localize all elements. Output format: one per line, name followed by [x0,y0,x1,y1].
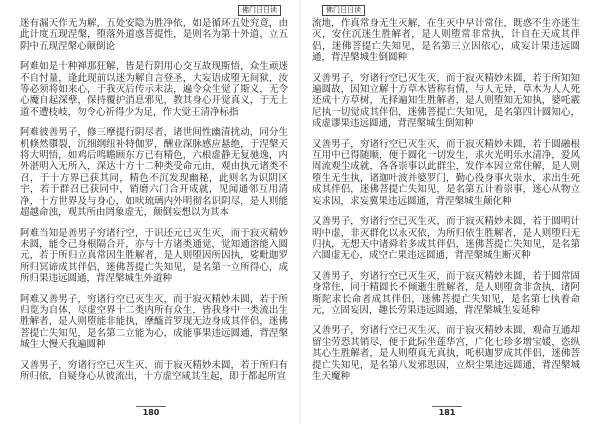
page-body [312,18,580,391]
paragraph: 阿难如是十种禅那狂解，皆是行阴用心交互故现斯悟，众生顽迷不自忖量，逢此现前以迷为解自言登圣，大妄语成堕无间狱，汝等必须将如来心，于我灭后传示末法，遍令众生觉了斯义，无令心魔自起深孽，保持覆护消息邪见，教其身心开觉真义，于无上道不遭枝岐，勿令心祈得少为足，作大觉王清净标指 [20,61,288,118]
running-header: 佛门日日读 [238,5,281,16]
paragraph: 迷有漏天作无为解，五处安隐为胜净依，如是循环五处究竟，由此计度五现涅槃，堕落外道惑菩提性，是则名为第十外道，立五阴中五现涅槃心颠倒论 [20,18,288,52]
paragraph: 阿难当知是善男子穷诸行空，于识还元已灭生灭，而于寂灭精妙未圆，能令己身根隔合开，亦与十方诸类通觉，觉知通溶能入圆元，若于所归立真常因生胜解者，是人则堕因所因执，娑毗迦罗所归冥谛成其伴侣，迷佛菩提亡失知见，是名第一立所得心，成所归果违远圆通，背涅槃城生外道种 [20,227,288,285]
page-number: 181 [432,406,462,417]
paragraph: 又善男子，穷诸行空已灭生灭，而于寂灭精妙未圆，若于所归有所归依，自疑身心从彼流出，十方虚空咸其生起，即于都起所宣 [20,359,288,382]
page-body [20,18,288,391]
page-right [300,0,600,424]
page-number: 180 [136,406,166,417]
paragraph: 又善男子，穷诸行空已灭生灭，而于寂灭精妙未圆，观命互通却留尘劳恐其销尽，便于此际坐莲华宫，广化七珍多增宝媛，恣纵其心生胜解者，是人则堕真无真执，吒枳迦罗成其伴侣，迷佛菩提亡失知见，是名第八发邪思因，立炽尘果违远圆通，背涅槃城生天魔种 [312,325,580,382]
paragraph: 又善男子，穷诸行空已灭生灭，而于寂灭精妙未圆，若于圆常固身常住，同于精圆长不倾逝生胜解者，是人则堕贪非贪执，诸阿斯陀求长命者成其伴侣，迷佛菩提亡失知见，是名第七执着命元，立固妄因，趣长劳果违远圆通，背涅槃城生妄延种 [312,270,580,316]
paragraph: 又善男子，穷诸行空已灭生灭，而于寂灭精妙未圆，若于圆融根互用中已得随顺，便于圆化一切发生，求火光明乐水清净，爱风周流观尘成就，各各崇事以此群尘，发作本因立常住解，是人则堕生无生执，诸迦叶波并婆罗门，勤心役身事火崇水，求出生死成其伴侣，迷佛菩提亡失知见，是名第五计着崇事，迷心从物立妄求因，求妄冀果违远圆通，背涅槃城生颠化种 [312,138,580,207]
paragraph: 阿难彼善男子，修三摩提行阴尽者，诸世间性幽清扰动，同分生机倏然隳裂，沉细纲纽补特伽罗，酬业深脉感应悬绝，于涅槃天将大明悟，如鸡后鸣瞻顾东方已有精色，六根虚静无复驰逸，内外湛明入无所入，深达十方十二种类受命元由，观由执元诸类不召，于十方界已获其同，精色不沉发现幽秘，此则名为识阴区宇，若于群召已获同中，销磨六门合开成就，见闻通邻互用清净，十方世界及与身心，如吠琉璃内外明彻名识阴尽，是人则能超越命浊，观其所由罔象虚无，颠倒妄想以为其本 [20,127,288,219]
paragraph: 阿难又善男子，穷诸行空已灭生灭，而于寂灭精妙未圆，若于所归览为自体，尽虚空界十二类内所有众生，皆我身中一类流出生胜解者，是人则堕能非能执，摩醯首罗现无边身成其伴侣，迷佛菩提亡失知见，是名第二立能为心，成能事果违远圆通，背涅槃城生大慢天我遍圆种 [20,293,288,351]
paragraph: 又善男子，穷诸行空已灭生灭，而于寂灭精妙未圆，若于圆明计明中虚，非灭群化以永灭依，为所归依生胜解者，是人则堕归无归执，无想天中诸舜若多成其伴侣，迷佛菩提亡失知见，是名第六圆虚无心，成空亡果违远圆通，背涅槃城生断灭种 [312,216,580,262]
paragraph: 又善男子，穷诸行空已灭生灭，而于寂灭精妙未圆，若于所知知遍圆故，因知立解十方草木皆称有情，与人无异，草木为人人死还成十方草树，无择遍知生胜解者，是人则堕知无知执，婆吒霰尼执一切觉成其伴侣，迷佛菩提亡失知见，是名第四计圆知心，成虚谬果违远圆通，背涅槃城生倒知种 [312,72,580,130]
running-header: 佛门日日读 [322,5,365,16]
paragraph: 流地，作真常身无生灭解，在生灭中早计常住，既惑不生亦迷生灭，安住沉迷生胜解者，是人则堕常非常执，计自在天成其伴侣，迷佛菩提亡失知见，是名第三立因依心，成妄计果违远圆通，背涅槃城生倒圆种 [312,18,580,64]
